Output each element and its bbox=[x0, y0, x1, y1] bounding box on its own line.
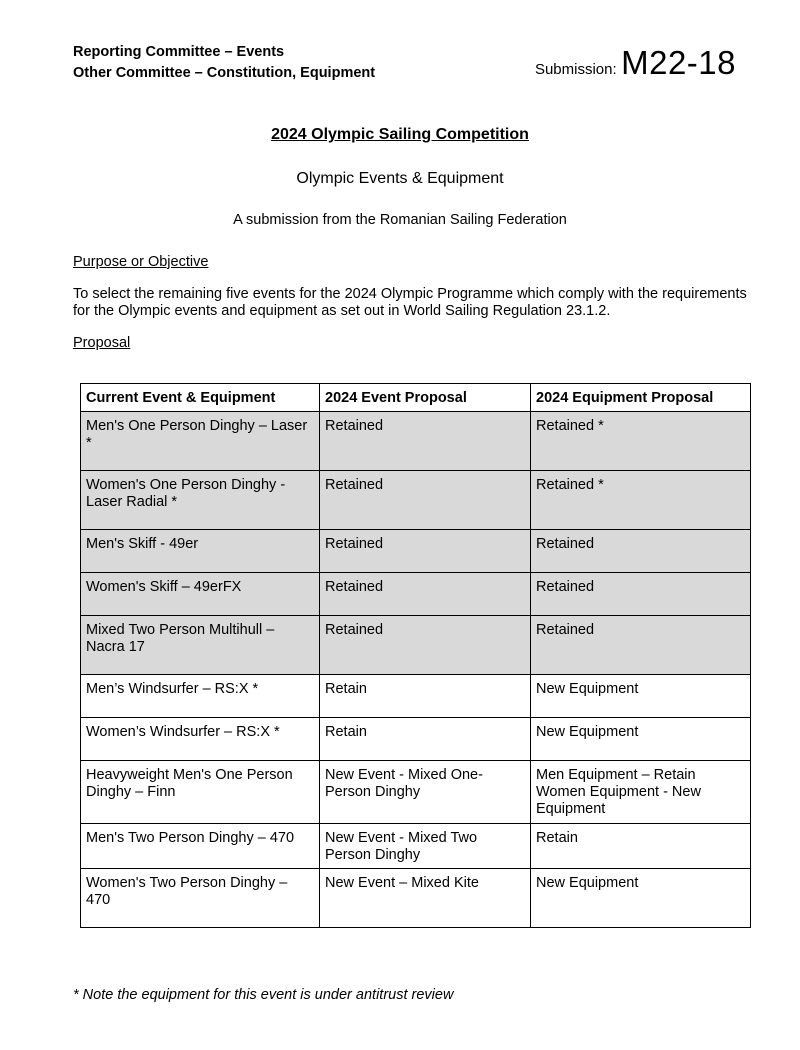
cell-event-proposal: New Event - Mixed One-Person Dinghy bbox=[320, 761, 531, 824]
cell-current-event: Men's Two Person Dinghy – 470 bbox=[81, 824, 320, 869]
cell-equipment-proposal: New Equipment bbox=[531, 869, 751, 928]
column-header-current: Current Event & Equipment bbox=[81, 384, 320, 412]
table-row bbox=[81, 824, 751, 869]
table-row bbox=[81, 616, 751, 675]
cell-event-proposal: Retained bbox=[320, 471, 531, 530]
cell-event-proposal: Retained bbox=[320, 573, 531, 616]
cell-event-proposal: Retain bbox=[320, 718, 531, 761]
proposal-heading: Proposal bbox=[73, 335, 131, 351]
table-header-row bbox=[81, 384, 751, 412]
submission-block bbox=[535, 44, 736, 82]
cell-current-event: Women's Two Person Dinghy – 470 bbox=[81, 869, 320, 928]
cell-equipment-proposal: Retained bbox=[531, 530, 751, 573]
cell-equipment-proposal: Retained * bbox=[531, 471, 751, 530]
table-row bbox=[81, 718, 751, 761]
other-committee: Other Committee – Constitution, Equipment bbox=[73, 65, 376, 81]
cell-event-proposal: New Event - Mixed Two Person Dinghy bbox=[320, 824, 531, 869]
table-row bbox=[81, 471, 751, 530]
cell-current-event: Women's Skiff – 49erFX bbox=[81, 573, 320, 616]
cell-current-event: Heavyweight Men's One Person Dinghy – Finn bbox=[81, 761, 320, 824]
document-title: 2024 Olympic Sailing Competition bbox=[271, 126, 529, 143]
cell-current-event: Women’s Windsurfer – RS:X * bbox=[81, 718, 320, 761]
table-row bbox=[81, 530, 751, 573]
submission-label: Submission: bbox=[534, 61, 617, 78]
cell-equipment-proposal: Retained * bbox=[531, 412, 751, 471]
cell-event-proposal: Retain bbox=[320, 675, 531, 718]
submission-code: M22-18 bbox=[621, 44, 736, 81]
table-row bbox=[81, 761, 751, 824]
column-header-equipment: 2024 Equipment Proposal bbox=[531, 384, 751, 412]
cell-current-event: Men's Skiff - 49er bbox=[81, 530, 320, 573]
cell-equipment-proposal: New Equipment bbox=[531, 675, 751, 718]
cell-event-proposal: Retained bbox=[320, 616, 531, 675]
cell-event-proposal: Retained bbox=[320, 412, 531, 471]
cell-current-event: Men's One Person Dinghy – Laser * bbox=[81, 412, 320, 471]
cell-equipment-proposal: Men Equipment – Retain Women Equipment - New Equipment bbox=[531, 761, 751, 824]
header-left bbox=[73, 42, 375, 84]
cell-equipment-proposal: Retained bbox=[531, 616, 751, 675]
purpose-text: To select the remaining five events for the 2024 Olympic Programme which comply with the requirements for the Olympic events and equipment as set out in World Sailing Regulation 23.1.2. bbox=[73, 286, 747, 319]
cell-equipment-proposal: Retain bbox=[531, 824, 751, 869]
cell-event-proposal: Retained bbox=[320, 530, 531, 573]
table-row bbox=[81, 573, 751, 616]
cell-current-event: Women's One Person Dinghy - Laser Radial * bbox=[81, 471, 320, 530]
table-body bbox=[81, 412, 751, 928]
column-header-event: 2024 Event Proposal bbox=[320, 384, 531, 412]
table-row bbox=[81, 869, 751, 928]
reporting-committee: Reporting Committee – Events bbox=[73, 44, 285, 60]
document-subtitle: Olympic Events & Equipment bbox=[296, 170, 504, 187]
proposal-table bbox=[80, 383, 751, 928]
cell-current-event: Men’s Windsurfer – RS:X * bbox=[81, 675, 320, 718]
submitter-line: A submission from the Romanian Sailing Federation bbox=[233, 212, 567, 228]
cell-equipment-proposal: Retained bbox=[531, 573, 751, 616]
footnote: * Note the equipment for this event is under antitrust review bbox=[73, 987, 454, 1003]
table-row bbox=[81, 412, 751, 471]
purpose-heading: Purpose or Objective bbox=[73, 254, 209, 270]
table-row bbox=[81, 675, 751, 718]
cell-equipment-proposal: New Equipment bbox=[531, 718, 751, 761]
cell-event-proposal: New Event – Mixed Kite bbox=[320, 869, 531, 928]
cell-current-event: Mixed Two Person Multihull – Nacra 17 bbox=[81, 616, 320, 675]
